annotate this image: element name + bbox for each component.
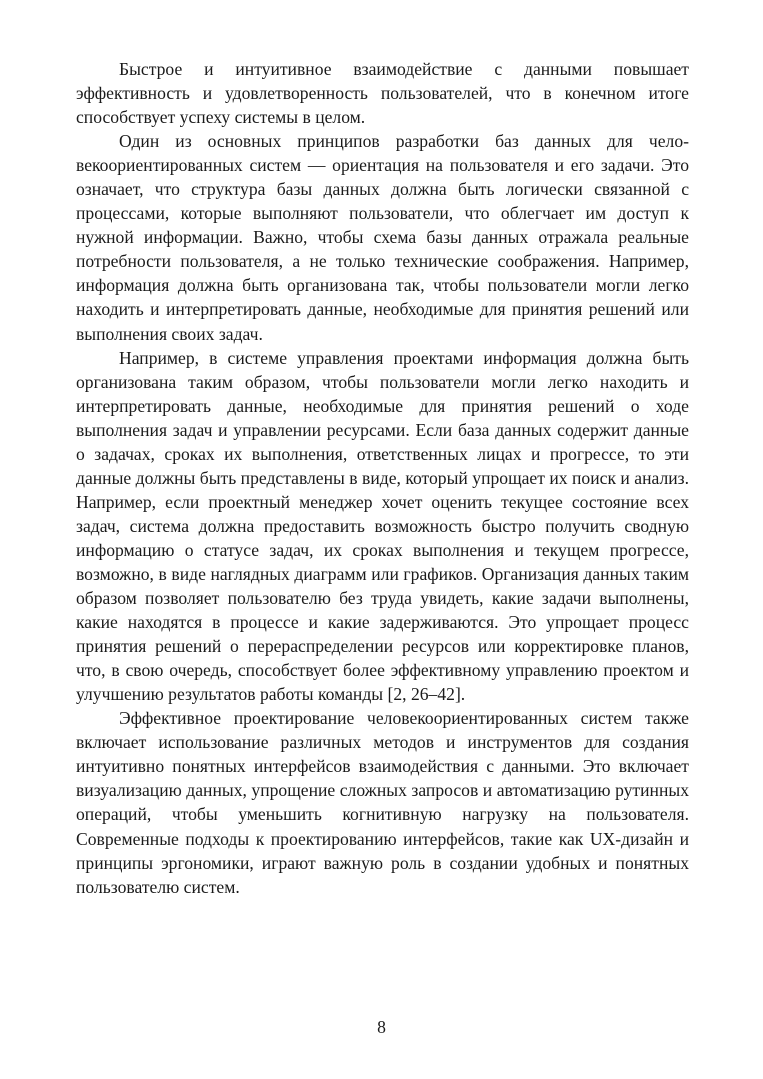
paragraph-3: Например, в системе управления проектами информация должна быть организована таким образом, чтобы пользователи могли легко находить и интерпретировать данные, необходимые для принятия решений о ходе выполнения задач и управлении ресурсами. Если база данных содержит данные о задачах, сроках их выполнения, ответственных лицах и прогрессе, то эти данные должны быть представлены в виде, который упрощает их поиск и анализ. Например, если проектный менеджер хочет оценить текущее состояние всех задач, система должна предоставить возможность быстро получить сводную информацию о статусе задач, их сроках выполнения и текущем прогрессе, возможно, в виде наглядных диаграмм или графиков. Организация данных таким образом позволяет пользователю без труда увидеть, какие задачи выполнены, какие находятся в процессе и какие задерживаются. Это упрощает процесс принятия решений о перераспределении ресурсов или корректировке планов, что, в свою очередь, способствует более эффективному управлению проектом и улучшению результатов работы команды [2, 26–42]. (76, 347, 689, 705)
paragraph-2: Один из основных принципов разработки баз данных для человекоориентированных систем — ориентация на пользователя и его задачи. Это означает, что структура базы данных должна быть логически связанной с процессами, которые выполняют пользователи, что облегчает им доступ к нужной информации. Важно, чтобы схема базы данных отражала реальные потребности пользователя, а не только технические соображения. Например, информация должна быть организована так, чтобы пользователи могли легко находить и интерпретировать данные, необходимые для принятия решений или выполнения своих задач. (76, 131, 689, 344)
paragraph-1: Быстрое и интуитивное взаимодействие с данными повышает эффективность и удовлетворенность пользователей, что в конечном итоге способствует успеху системы в целом. (76, 59, 689, 128)
paragraph-4: Эффективное проектирование человекоориентированных систем также включает использование различных методов и инструментов для создания интуитивно понятных интерфейсов взаимодействия с данными. Это включает визуализацию данных, упрощение сложных запросов и автоматизацию рутинных операций, чтобы уменьшить когнитивную нагрузку на пользователя. Современные подходы к проектированию интерфейсов, такие как UX-дизайн и принципы эргономики, играют важную роль в создании удобных и понятных пользователю систем. (76, 708, 689, 897)
page-body (76, 57, 689, 899)
page-number: 8 (377, 1017, 386, 1037)
